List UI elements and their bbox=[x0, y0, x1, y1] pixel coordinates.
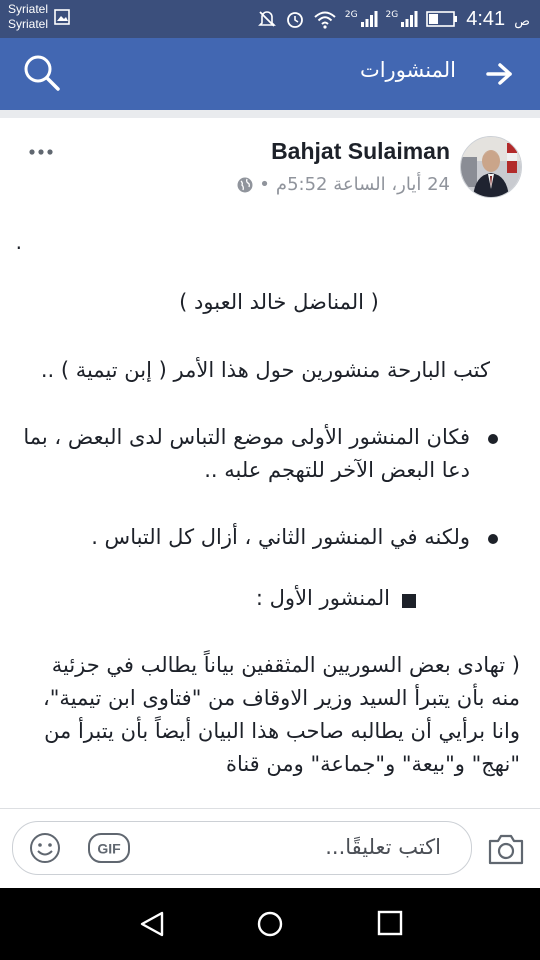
carrier-labels bbox=[8, 2, 48, 32]
bullet-text-2: ولكنه في المنشور الثاني ، أزال كل التباس . bbox=[91, 525, 470, 549]
camera-icon[interactable] bbox=[486, 831, 526, 867]
comment-input[interactable] bbox=[12, 821, 472, 875]
time-label: 4:41 bbox=[466, 7, 506, 30]
meta-separator: • bbox=[259, 174, 270, 195]
carrier-1: Syriatel bbox=[8, 2, 49, 16]
post-date[interactable]: 24 أيار، الساعة 5:52م bbox=[275, 174, 450, 195]
signal-1 bbox=[345, 10, 378, 28]
network-type-1: 2G bbox=[344, 10, 358, 20]
bullet-icon bbox=[488, 434, 498, 444]
gif-label: GIF bbox=[97, 840, 121, 857]
comment-bar bbox=[0, 808, 540, 889]
author-name[interactable]: Bahjat Sulaiman bbox=[271, 138, 450, 164]
battery-icon bbox=[426, 11, 458, 27]
post-intro: كتب البارحة منشورين حول هذا الأمر ( إبن تيمية ) .. bbox=[40, 358, 490, 382]
status-bar bbox=[0, 0, 540, 38]
bullet-text-1: فكان المنشور الأولى موضع التباس لدى البعض ، بما دعا البعض الآخر للتهجم علبه .. bbox=[23, 425, 470, 482]
post-signature: ( المناضل خالد العبود ) bbox=[179, 290, 379, 314]
carrier-2: Syriatel bbox=[8, 17, 49, 31]
nav-recents-icon[interactable] bbox=[377, 910, 403, 936]
post-paragraph: ( تهادى بعض السوريين المثقفين بياناً يطالب في جزئية منه بأن يتبرأ السيد وزير الاوقاف من "فتاوى ابن تيمية"، وانا برأيي أن يطالبه صاحب هذا البيان أيضاً بأن يتبرأ من "نهج" و"بيعة" و"جماعة" ومن قناة bbox=[43, 653, 520, 776]
post-line bbox=[15, 220, 520, 254]
signal-strength-icon bbox=[360, 10, 378, 28]
list-item bbox=[18, 421, 520, 487]
square-bullet-icon bbox=[402, 594, 416, 608]
ampm-label: ص bbox=[514, 13, 530, 29]
comment-placeholder: اكتب تعليقًا... bbox=[325, 835, 441, 859]
emoji-icon[interactable] bbox=[29, 832, 61, 864]
wifi-icon bbox=[313, 9, 337, 29]
more-options-icon[interactable] bbox=[28, 148, 54, 156]
list-item bbox=[18, 521, 520, 554]
post-body bbox=[15, 220, 520, 781]
nav-home-icon[interactable] bbox=[256, 910, 284, 938]
signal-2 bbox=[386, 10, 419, 28]
nav-back-icon[interactable] bbox=[138, 910, 166, 938]
page-title: المنشورات bbox=[359, 58, 456, 82]
search-icon[interactable] bbox=[22, 53, 62, 93]
globe-icon bbox=[237, 177, 253, 193]
clock bbox=[466, 8, 530, 31]
bullet-icon bbox=[488, 534, 498, 544]
post-meta bbox=[237, 174, 450, 195]
image-notification-icon bbox=[54, 9, 70, 25]
alarm-icon bbox=[285, 9, 305, 29]
profile-photo bbox=[461, 137, 521, 197]
navigation-bar bbox=[0, 888, 540, 960]
network-type-2: 2G bbox=[385, 10, 399, 20]
mute-icon bbox=[257, 9, 277, 29]
section-heading bbox=[18, 582, 520, 615]
app-header bbox=[0, 38, 540, 110]
section-text: المنشور الأول : bbox=[255, 586, 390, 610]
post-card bbox=[0, 118, 540, 808]
back-arrow-icon[interactable] bbox=[486, 62, 514, 86]
signal-strength-icon bbox=[400, 10, 418, 28]
gif-icon[interactable] bbox=[87, 832, 131, 864]
avatar[interactable] bbox=[460, 136, 522, 198]
post-dot: . bbox=[15, 230, 22, 254]
